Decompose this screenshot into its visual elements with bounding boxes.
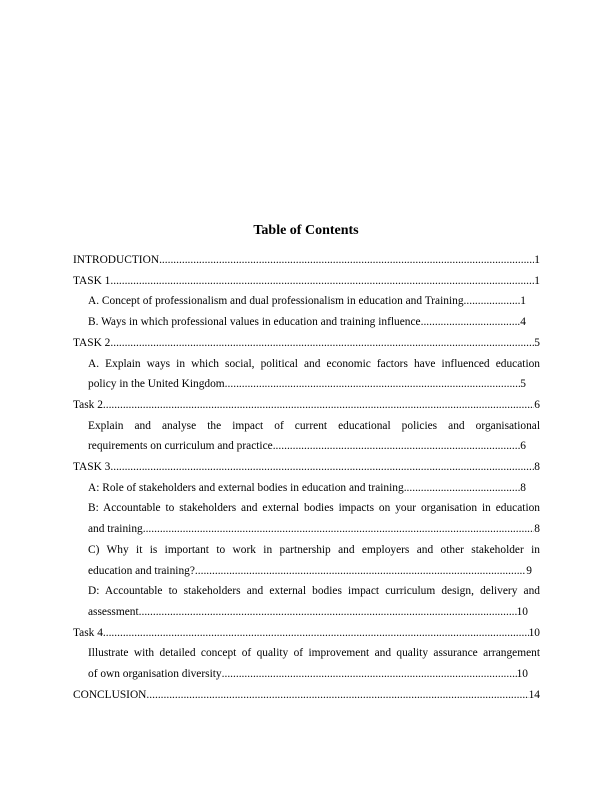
toc-page-number: 8 bbox=[534, 523, 540, 536]
dot-leader bbox=[110, 271, 534, 292]
toc-entry-task-2-second[interactable] bbox=[73, 395, 540, 416]
dot-leader bbox=[103, 623, 529, 644]
toc-entry-label: TASK 2 bbox=[73, 336, 111, 349]
toc-entry-task-3-a[interactable] bbox=[73, 478, 540, 499]
toc-entry-label: TASK 3 bbox=[73, 461, 111, 474]
dot-leader bbox=[225, 374, 521, 395]
toc-entry-label: INTRODUCTION bbox=[73, 254, 160, 266]
toc-entry-label-line2: and training bbox=[88, 523, 143, 536]
dot-leader bbox=[421, 312, 521, 333]
toc-entry-task-2-a[interactable] bbox=[73, 354, 540, 395]
toc-entry-label-line1: C) Why it is important to work in partnership and employers and other stakeholder in bbox=[88, 543, 540, 556]
toc-entry-task-2-explain[interactable] bbox=[73, 416, 540, 457]
toc-page-number: 10 bbox=[516, 605, 528, 618]
dot-leader bbox=[222, 664, 517, 685]
toc-entry-task-4[interactable] bbox=[73, 623, 540, 644]
toc-entry-label-line2: requirements on curriculum and practice bbox=[88, 440, 273, 453]
toc-page-number: 5 bbox=[520, 378, 526, 391]
dot-leader bbox=[273, 436, 521, 457]
toc-page-number: 8 bbox=[534, 461, 540, 474]
toc-entry-label-line2: of own organisation diversity bbox=[88, 668, 222, 681]
toc-entry-task-2[interactable] bbox=[73, 333, 540, 354]
toc-page-number: 14 bbox=[528, 688, 540, 701]
toc-page-number: 4 bbox=[520, 316, 526, 329]
dot-leader bbox=[159, 250, 534, 271]
dot-leader bbox=[146, 685, 528, 706]
dot-leader bbox=[195, 561, 526, 582]
toc-entry-task-4-illustrate[interactable] bbox=[73, 643, 540, 684]
toc-entry-task-1[interactable] bbox=[73, 271, 540, 292]
dot-leader bbox=[404, 478, 521, 499]
toc-entry-task-3[interactable] bbox=[73, 457, 540, 478]
toc-entry-label: CONCLUSION bbox=[73, 688, 147, 701]
toc-page-number: 8 bbox=[520, 481, 526, 494]
dot-leader bbox=[103, 395, 534, 416]
toc-title: Table of Contents bbox=[253, 223, 359, 238]
toc-entry-task-1-a[interactable] bbox=[73, 291, 540, 312]
toc-page-number: 10 bbox=[516, 668, 528, 681]
toc-entry-task-3-d[interactable] bbox=[73, 581, 540, 622]
toc-entry-label: A. Concept of professionalism and dual professionalism in education and Training bbox=[88, 295, 464, 308]
toc-entry-label-line1: D: Accountable to stakeholders and external bodies impact curriculum design, delivery and bbox=[88, 585, 540, 598]
dot-leader bbox=[110, 457, 534, 478]
toc-page-number: 6 bbox=[534, 398, 540, 411]
toc-page-number: 6 bbox=[520, 440, 526, 453]
dot-leader bbox=[143, 519, 535, 540]
dot-leader bbox=[464, 291, 521, 312]
toc-page-number: 1 bbox=[534, 254, 540, 266]
toc-entry-label-line2: education and training? bbox=[88, 564, 195, 577]
toc-entry-label-line2: policy in the United Kingdom bbox=[88, 378, 225, 391]
toc-entry-label-line1: B: Accountable to stakeholders and external bodies impacts on your organisation in education bbox=[88, 502, 540, 515]
toc-entry-label: A: Role of stakeholders and external bodies in education and training bbox=[88, 481, 404, 494]
toc-page-number: 9 bbox=[526, 564, 532, 577]
toc-entry-task-1-b[interactable] bbox=[73, 312, 540, 333]
toc-page-number: 5 bbox=[534, 336, 540, 349]
toc-page-number: 1 bbox=[534, 274, 540, 287]
toc-entry-introduction[interactable] bbox=[73, 250, 540, 271]
toc-entry-label: TASK 1 bbox=[73, 274, 111, 287]
dot-leader bbox=[110, 333, 534, 354]
toc-entry-label-line1: Illustrate with detailed concept of quality of improvement and quality assurance arrangement bbox=[88, 647, 540, 660]
toc-page-number: 1 bbox=[520, 295, 526, 308]
toc-entry-label: Task 4 bbox=[73, 626, 103, 639]
toc-page-number: 10 bbox=[528, 626, 540, 639]
toc-entry-label: Task 2 bbox=[73, 398, 103, 411]
toc-entry-label-line1: Explain and analyse the impact of current educational policies and organisational bbox=[88, 419, 540, 432]
dot-leader bbox=[139, 602, 517, 623]
toc-entry-label: B. Ways in which professional values in education and training influence bbox=[88, 316, 421, 329]
toc-entry-label-line1: A. Explain ways in which social, political and economic factors have influenced education bbox=[88, 357, 540, 370]
toc-entry-label-line2: assessment bbox=[88, 605, 139, 618]
toc-entry-task-3-c[interactable] bbox=[73, 540, 540, 581]
toc-entry-task-3-b[interactable] bbox=[73, 498, 540, 539]
table-of-contents bbox=[73, 250, 540, 705]
toc-entry-conclusion[interactable] bbox=[73, 685, 540, 706]
